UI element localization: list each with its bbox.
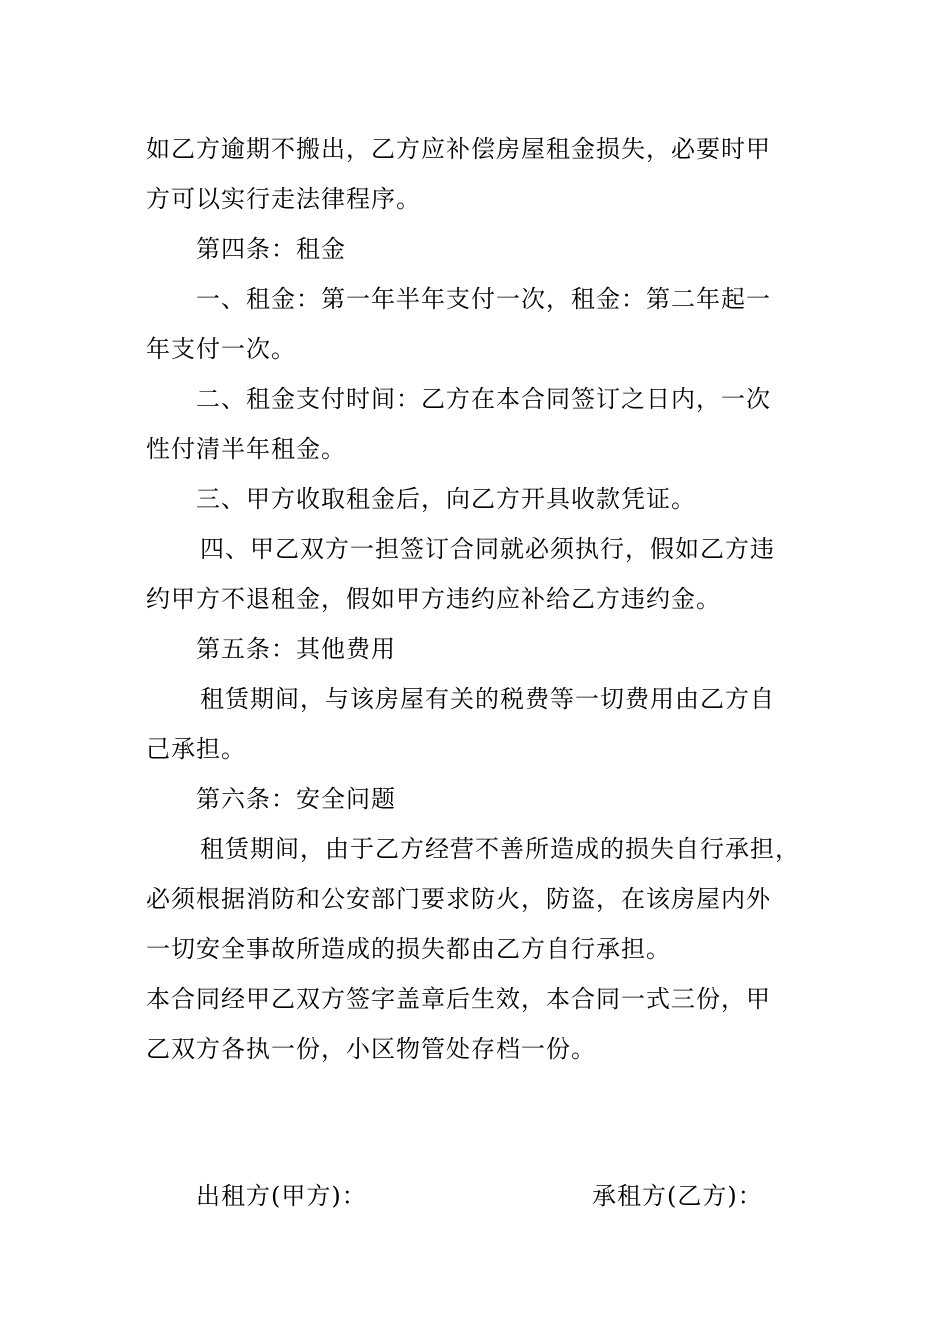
text-line: 一切安全事故所造成的损失都由乙方自行承担。 xyxy=(146,935,671,963)
text-line: 二、租金支付时间：乙方在本合同签订之日内，一次 xyxy=(196,385,771,413)
text-line: 乙双方各执一份，小区物管处存档一份。 xyxy=(146,1035,596,1063)
section-heading: 第六条：安全问题 xyxy=(196,785,396,813)
lessor-signature-label: 出租方(甲方)： xyxy=(196,1182,367,1210)
text-line: 租赁期间，与该房屋有关的税费等一切费用由乙方自 xyxy=(200,685,775,713)
lessee-signature-label: 承租方(乙方)： xyxy=(592,1182,763,1210)
text-line: 一、租金：第一年半年支付一次，租金：第二年起一 xyxy=(196,285,771,313)
text-line: 本合同经甲乙双方签字盖章后生效，本合同一式三份，甲 xyxy=(146,985,771,1013)
text-line: 三、甲方收取租金后，向乙方开具收款凭证。 xyxy=(196,485,696,513)
text-line: 年支付一次。 xyxy=(146,335,296,363)
text-line: 租赁期间，由于乙方经营不善所造成的损失自行承担， xyxy=(200,835,800,863)
text-line: 约甲方不退租金，假如甲方违约应补给乙方违约金。 xyxy=(146,585,721,613)
section-heading: 第五条：其他费用 xyxy=(196,635,396,663)
text-line: 必须根据消防和公安部门要求防火，防盗，在该房屋内外 xyxy=(146,885,771,913)
text-line: 如乙方逾期不搬出，乙方应补偿房屋租金损失，必要时甲 xyxy=(146,135,771,163)
text-line: 性付清半年租金。 xyxy=(146,435,346,463)
section-heading: 第四条：租金 xyxy=(196,235,346,263)
text-line: 方可以实行走法律程序。 xyxy=(146,185,421,213)
text-line: 己承担。 xyxy=(146,735,246,763)
text-line: 四、甲乙双方一担签订合同就必须执行，假如乙方违 xyxy=(200,535,775,563)
